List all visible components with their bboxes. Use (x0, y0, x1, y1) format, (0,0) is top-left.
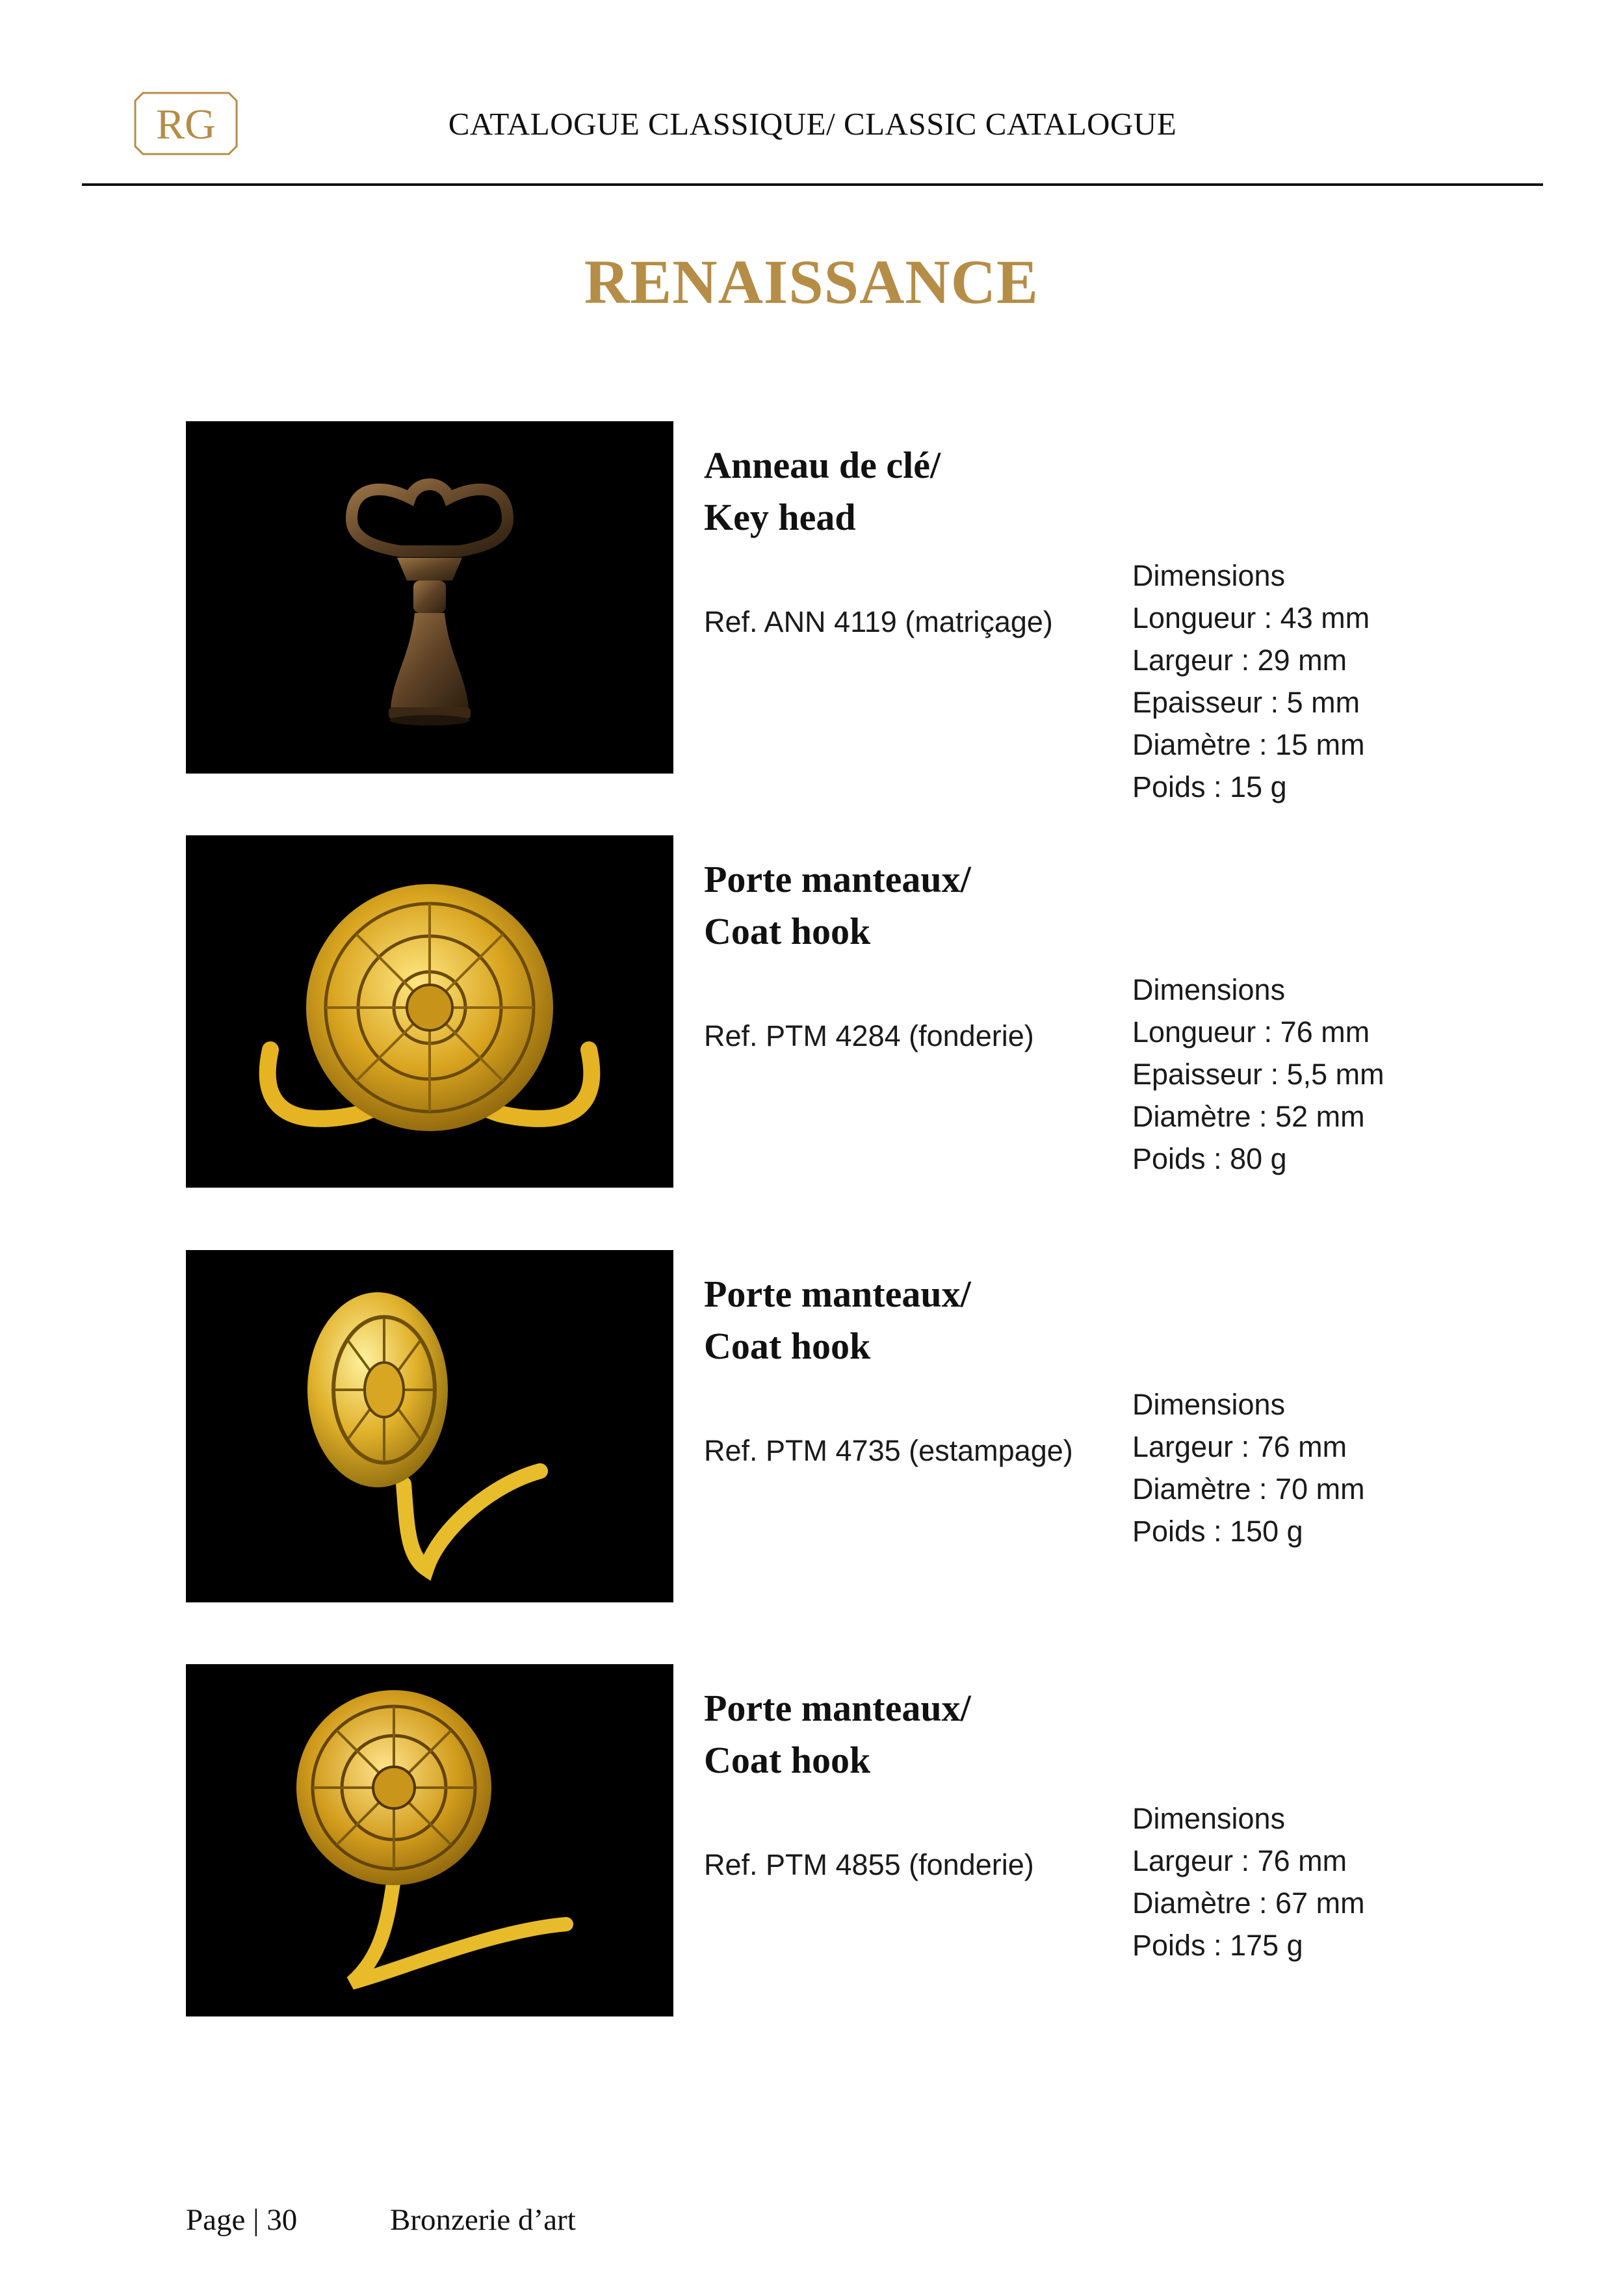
key-head-photo (186, 421, 673, 774)
product-name (704, 854, 1159, 958)
product-dimensions (1132, 554, 1496, 808)
dimension-line: Poids : 80 g (1132, 1142, 1287, 1175)
product-reference: Ref. ANN 4119 (matriçage) (704, 605, 1053, 638)
dimension-line: Dimensions (1132, 559, 1286, 592)
dimension-line: Largeur : 76 mm (1132, 1430, 1347, 1463)
footer-brand: Bronzerie d’art (390, 2203, 576, 2237)
product-name-fr: Porte manteaux/ (704, 858, 971, 900)
page-number: Page | 30 (186, 2203, 298, 2237)
product-card (186, 835, 1486, 1193)
product-name-en: Coat hook (704, 1325, 871, 1367)
dimension-line: Largeur : 76 mm (1132, 1844, 1347, 1877)
product-reference: Ref. PTM 4735 (estampage) (704, 1434, 1073, 1467)
page-title: RENAISSANCE (584, 247, 1039, 317)
dimension-line: Diamètre : 67 mm (1132, 1886, 1365, 1920)
dimension-line: Poids : 15 g (1132, 770, 1287, 803)
catalogue-title: CATALOGUE CLASSIQUE/ CLASSIC CATALOGUE (448, 106, 1177, 142)
product-card (186, 1250, 1486, 1608)
product-name (704, 1682, 1159, 1786)
product-name-fr: Anneau de clé/ (704, 444, 941, 486)
dimension-line: Dimensions (1132, 1802, 1286, 1835)
dimension-line: Diamètre : 15 mm (1132, 728, 1365, 761)
product-name-en: Coat hook (704, 910, 871, 952)
logo-monogram: RG (156, 101, 216, 148)
product-reference: Ref. PTM 4284 (fonderie) (704, 1019, 1034, 1052)
coat-hook-photo (186, 1664, 673, 2016)
product-name (704, 1268, 1159, 1372)
product-dimensions (1132, 1797, 1496, 1966)
dimension-line: Diamètre : 52 mm (1132, 1100, 1365, 1133)
dimension-line: Dimensions (1132, 1388, 1286, 1421)
dimension-line: Poids : 175 g (1132, 1929, 1303, 1962)
product-reference: Ref. PTM 4855 (fonderie) (704, 1848, 1034, 1881)
double-coat-hook-photo (186, 835, 673, 1188)
product-dimensions (1132, 1383, 1496, 1552)
dimension-line: Longueur : 43 mm (1132, 601, 1370, 634)
dimension-line: Largeur : 29 mm (1132, 644, 1347, 677)
dimension-line: Dimensions (1132, 973, 1286, 1006)
dimension-line: Poids : 150 g (1132, 1515, 1303, 1548)
header-divider (82, 183, 1543, 186)
product-name-en: Coat hook (704, 1739, 871, 1781)
product-name (704, 439, 1159, 543)
dimension-line: Epaisseur : 5 mm (1132, 686, 1360, 719)
dimension-line: Longueur : 76 mm (1132, 1015, 1370, 1049)
product-card (186, 1664, 1486, 2022)
product-name-fr: Porte manteaux/ (704, 1273, 971, 1315)
product-name-en: Key head (704, 496, 856, 538)
coat-hook-photo (186, 1250, 673, 1602)
product-card (186, 421, 1486, 803)
dimension-line: Diamètre : 70 mm (1132, 1472, 1365, 1506)
brand-logo (133, 90, 239, 157)
product-dimensions (1132, 969, 1496, 1180)
product-name-fr: Porte manteaux/ (704, 1687, 971, 1729)
dimension-line: Epaisseur : 5,5 mm (1132, 1058, 1384, 1091)
